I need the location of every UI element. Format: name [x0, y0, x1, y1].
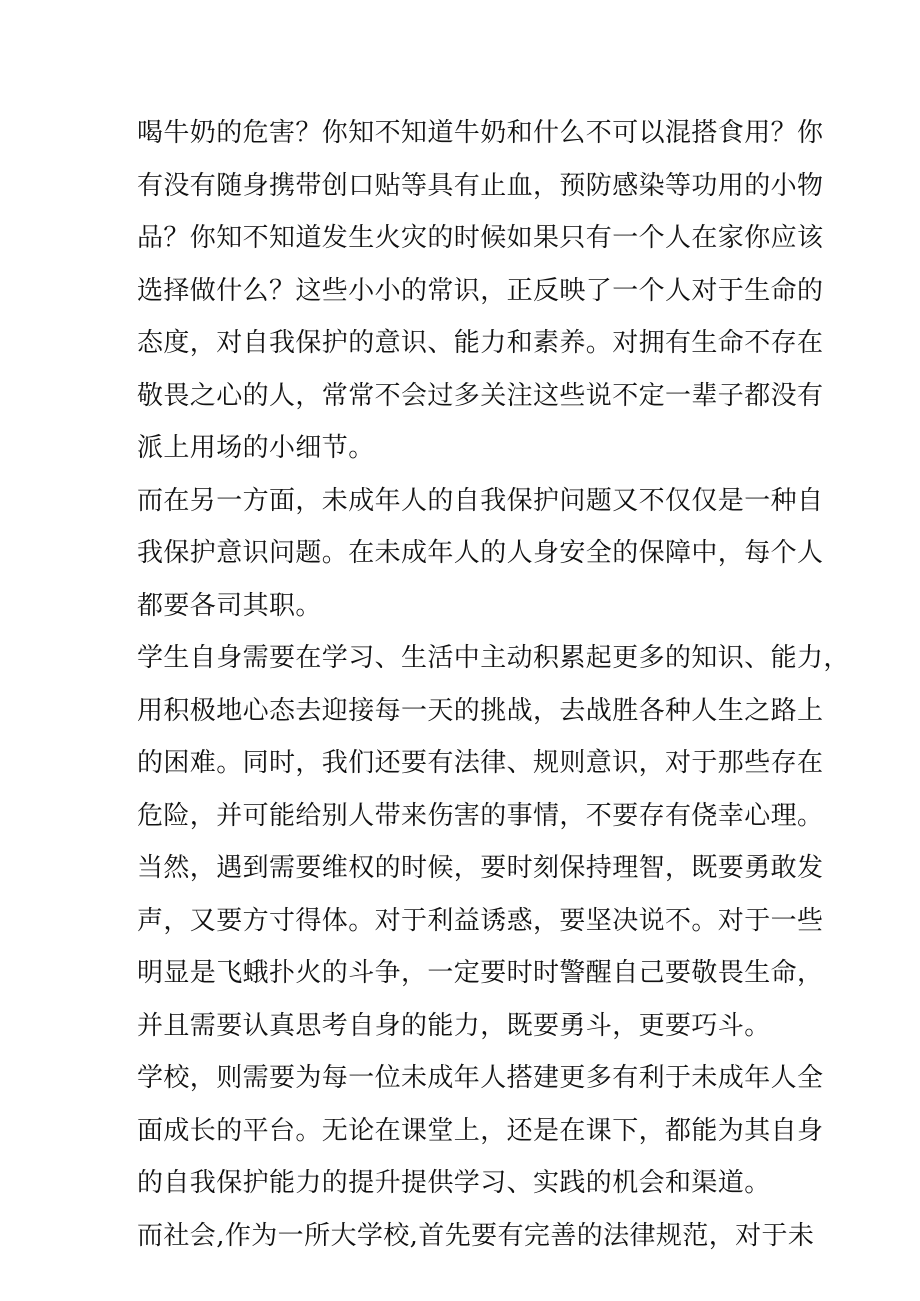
text-line: 并且需要认真思考自身的能力，既要勇斗，更要巧斗。: [137, 1010, 771, 1041]
text-line: 而在另一方面，未成年人的自我保护问题又不仅仅是一种自: [137, 485, 824, 516]
text-line: 危险，并可能给别人带来伤害的事情，不要存有侥幸心理。: [137, 800, 824, 831]
text-line: 有没有随身携带创口贴等具有止血，预防感染等功用的小物: [137, 170, 824, 201]
text-line: 都要各司其职。: [137, 590, 322, 621]
text-line: 喝牛奶的危害？你知不知道牛奶和什么不可以混搭食用？你: [137, 118, 824, 148]
text-line: 用积极地心态去迎接每一天的挑战，去战胜各种人生之路上: [137, 695, 824, 726]
text-line: 选择做什么？这些小小的常识，正反映了一个人对于生命的: [137, 275, 824, 306]
text-line: 的自我保护能力的提升提供学习、实践的机会和渠道。: [137, 1168, 771, 1198]
text-line: 的困难。同时，我们还要有法律、规则意识，对于那些存在: [137, 748, 824, 778]
document-body-text: [137, 107, 850, 1262]
text-line: 面成长的平台。无论在课堂上，还是在课下，都能为其自身: [137, 1115, 824, 1146]
text-line: 我保护意识问题。在未成年人的人身安全的保障中，每个人: [137, 538, 824, 568]
text-line: 声，又要方寸得体。对于利益诱惑，要坚决说不。对于一些: [137, 905, 824, 936]
text-line: 派上用场的小细节。: [137, 433, 375, 463]
text-line: 明显是飞蛾扑火的斗争，一定要时时警醒自己要敬畏生命，: [137, 958, 824, 988]
text-line: 当然，遇到需要维权的时候，要时刻保持理智，既要勇敢发: [137, 853, 824, 883]
text-line: 而社会,作为一所大学校,首先要有完善的法律规范，对于未: [137, 1220, 815, 1251]
text-line: 学生自身需要在学习、生活中主动积累起更多的知识、能力，: [137, 643, 850, 673]
text-line: 态度，对自我保护的意识、能力和素养。对拥有生命不存在: [137, 328, 824, 358]
text-line: 学校，则需要为每一位未成年人搭建更多有利于未成年人全: [137, 1063, 824, 1093]
text-line: 品？你知不知道发生火灾的时候如果只有一个人在家你应该: [137, 223, 824, 253]
text-line: 敬畏之心的人，常常不会过多关注这些说不定一辈子都没有: [137, 380, 824, 411]
